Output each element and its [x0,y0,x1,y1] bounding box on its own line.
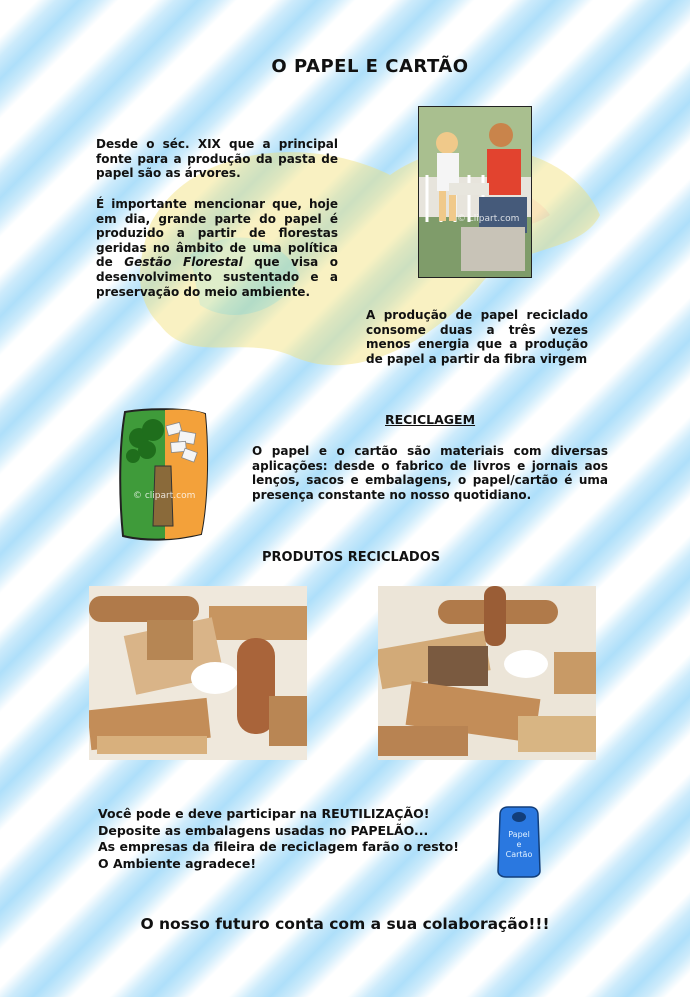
bin-label-1: Papel [508,830,530,839]
products-heading: PRODUTOS RECICLADOS [262,550,441,565]
photo1-watermark: © clipart.com [457,214,520,224]
recycled-energy-note: A produção de papel reciclado consome duas a três vezes menos energia que a produção de papel a partir da fibra virgem [366,308,588,366]
bin-label-2: e [516,840,522,849]
recycling-bin-icon [494,805,544,879]
intro-p2-text-a: É importante mencionar que, hoje em dia, grande parte do papel é produzido a partir de florestas geridas no âmbito de uma política de [96,197,338,270]
reuse-line-1: Você pode e deve participar na REUTILIZAÇÃO! [98,806,430,821]
reuse-message [98,806,459,872]
reuse-line-3: As empresas da fileira de reciclagem farão o resto! [98,839,459,854]
bin-label-3: Cartão [505,850,533,859]
tree-paper-illustration [117,406,210,543]
recycled-products-photo-1 [89,586,307,760]
recycling-heading: RECICLAGEM [385,412,476,427]
reuse-line-2: Deposite as embalagens usadas no PAPELÃO... [98,822,429,838]
page-title: O PAPEL E CARTÃO [271,56,469,77]
intro-p2-text-b: que visa o desenvolvimento sustentado e a preservação do meio ambiente. [96,255,339,299]
intro-paragraph-1: Desde o séc. XIX que a principal fonte para a produção da pasta de papel são as árvores. [96,137,338,181]
recycled-products-photo-2 [378,586,596,760]
footer-slogan: O nosso futuro conta com a sua colaboração!!! [140,915,550,933]
intro-paragraph-2 [96,197,338,299]
reuse-line-4: O Ambiente agradece! [98,855,257,871]
intro-p2-italic: Gestão Florestal [124,255,243,270]
woman-girl-newspapers-photo [418,106,532,278]
recycling-paragraph: O papel e o cartão são materiais com diversas aplicações: desde o fabrico de livros e jornais aos lenços, sacos e embalagens, o papel/cartão é uma presença constante no nosso quotidiano. [252,444,608,502]
tree-watermark: © clipart.com [133,491,196,501]
